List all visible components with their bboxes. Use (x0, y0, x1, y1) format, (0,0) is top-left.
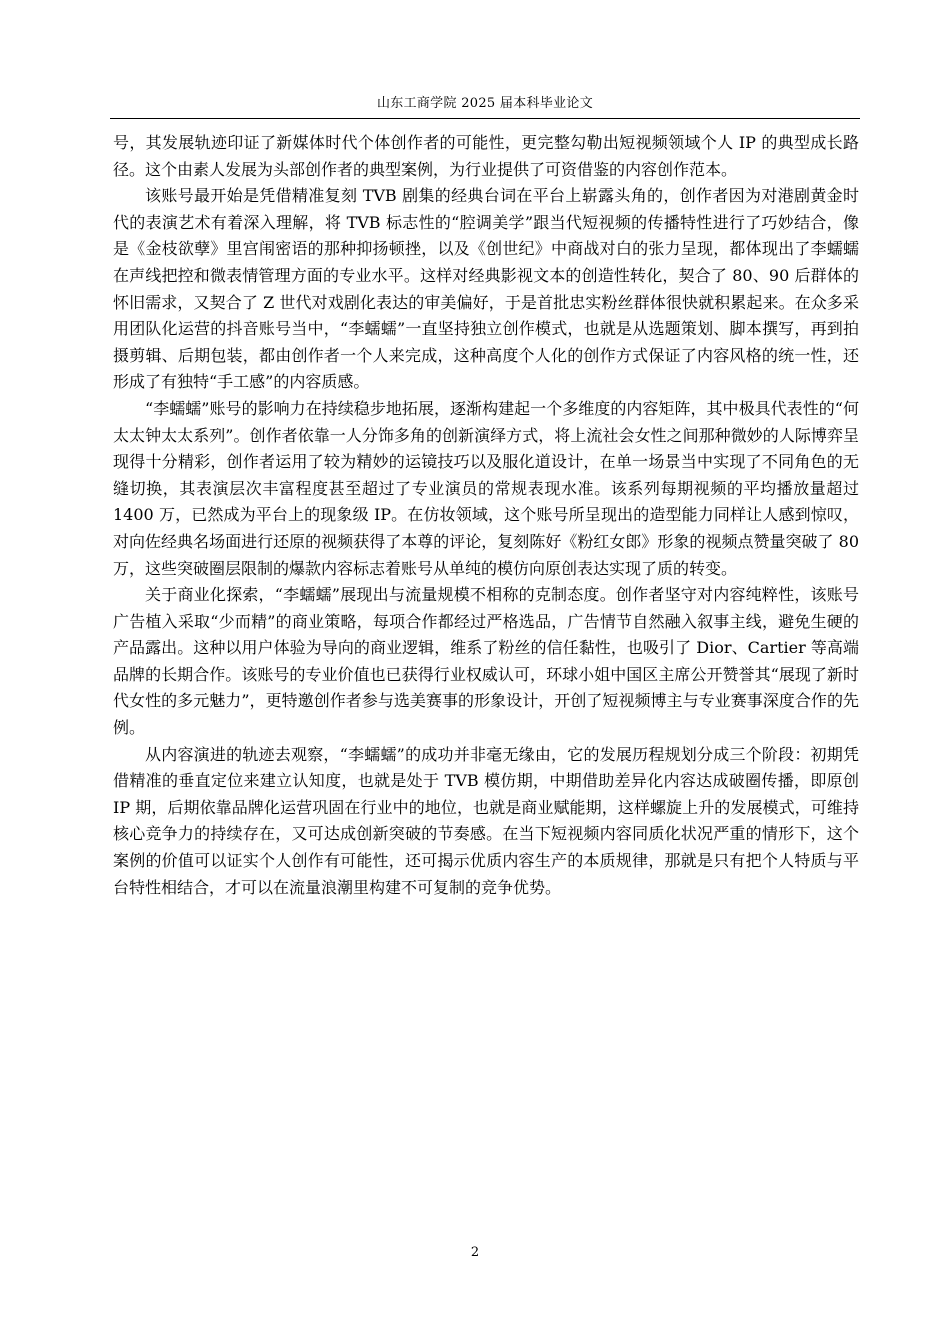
paragraph-4: 关于商业化探索，“李蠕蠕”展现出与流量规模不相称的克制态度。创作者坚守对内容纯粹性，该账号广告植入采取“少而精”的商业策略，每项合作都经过严格选品，广告情节自然融入叙事主线，避免生硬的产品露出。这种以用户体验为导向的商业逻辑，维系了粉丝的信任黏性，也吸引了 Dior、Cartier 等高端品牌的长期合作。该账号的专业价值也已获得行业权威认可，环球小姐中国区主席公开赞誉其“展现了新时代女性的多元魅力”，更特邀创作者参与选美赛事的形象设计，开创了短视频博主与专业赛事深度合作的先例。 (113, 585, 859, 738)
paragraph-2: 该账号最开始是凭借精准复刻 TVB 剧集的经典台词在平台上崭露头角的，创作者因为对港剧黄金时代的表演艺术有着深入理解，将 TVB 标志性的“腔调美学”跟当代短视频的传播特性进行了巧妙结合，像是《金枝欲孽》里宫闱密语的那种抑扬顿挫，以及《创世纪》中商战对白的张力呈现，都体现出了李蠕蠕在声线把控和微表情管理方面的专业水平。这样对经典影视文本的创造性转化，契合了 80、90 后群体的怀旧需求，又契合了 Z 世代对戏剧化表达的审美偏好，于是首批忠实粉丝群体很快就积累起来。在众多采用团队化运营的抖音账号当中，“李蠕蠕”一直坚持独立创作模式，也就是从选题策划、脚本撰写，再到拍摄剪辑、后期包装，都由创作者一个人来完成，这种高度个人化的创作方式保证了内容风格的统一性，还形成了有独特“手工感”的内容质感。 (113, 186, 859, 392)
paragraph-3: “李蠕蠕”账号的影响力在持续稳步地拓展，逐渐构建起一个多维度的内容矩阵，其中极具代表性的“何太太钟太太系列”。创作者依靠一人分饰多角的创新演绎方式，将上流社会女性之间那种微妙的人际博弈呈现得十分精彩，创作者运用了较为精妙的运镜技巧以及服化道设计，在单一场景当中实现了不同角色的无缝切换，其表演层次丰富程度甚至超过了专业演员的常规表现水准。该系列每期视频的平均播放量超过 1400 万，已然成为平台上的现象级 IP。在仿妆领域，这个账号所呈现出的造型能力同样让人感到惊叹，对向佐经典名场面进行还原的视频获得了本尊的评论，复刻陈好《粉红女郎》形象的视频点赞量突破了 80 万，这些突破圈层限制的爆款内容标志着账号从单纯的模仿向原创表达实现了质的转变。 (113, 398, 859, 578)
paragraph-1: 号，其发展轨迹印证了新媒体时代个体创作者的可能性，更完整勾勒出短视频领域个人 IP 的典型成长路径。这个由素人发展为头部创作者的典型案例，为行业提供了可资借鉴的内容创作范本。 (113, 133, 859, 179)
body-text (113, 130, 859, 901)
page-number: 2 (470, 1245, 480, 1260)
paragraph-5: 从内容演进的轨迹去观察，“李蠕蠕”的成功并非毫无缘由，它的发展历程规划分成三个阶段：初期凭借精准的垂直定位来建立认知度，也就是处于 TVB 模仿期，中期借助差异化内容达成破圈传播，即原创 IP 期，后期依靠品牌化运营巩固在行业中的地位，也就是商业赋能期，这样螺旋上升的发展模式，可维持核心竞争力的持续存在，又可达成创新突破的节奏感。在当下短视频内容同质化状况严重的情形下，这个案例的价值可以证实个人创作有可能性，还可揭示优质内容生产的本质规律，那就是只有把个人特质与平台特性相结合，才可以在流量浪潮里构建不可复制的竞争优势。 (113, 744, 859, 897)
header-divider (110, 118, 860, 119)
page-header-title: 山东工商学院 2025 届本科毕业论文 (376, 96, 594, 111)
